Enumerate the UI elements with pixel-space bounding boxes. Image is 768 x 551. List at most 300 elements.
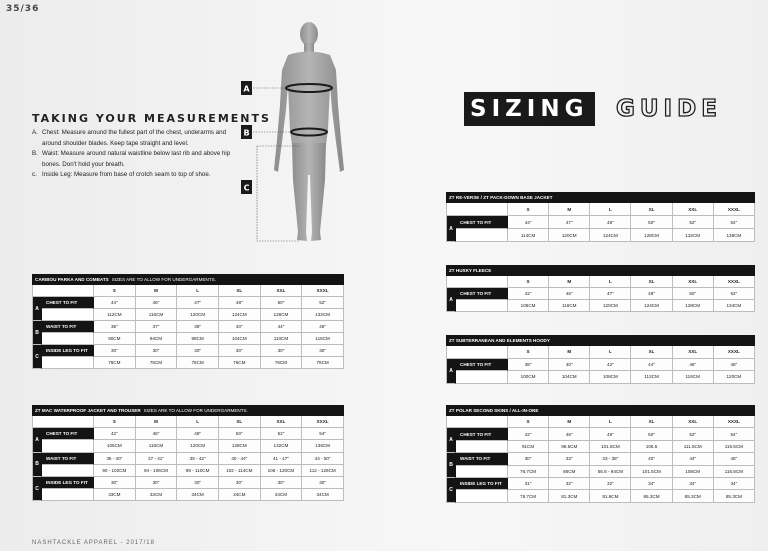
size-header-cell: S — [94, 416, 136, 428]
value-inches: 42" — [94, 428, 136, 440]
row-inches — [456, 216, 755, 229]
size-header-row — [446, 276, 755, 288]
measurement-row — [446, 359, 755, 384]
row-cm — [42, 489, 344, 501]
size-header-cell: S — [94, 285, 136, 297]
value-inches: 37" — [136, 321, 178, 333]
row-inches — [42, 477, 344, 489]
value-cm: 108CM — [673, 466, 714, 478]
row-values — [456, 478, 755, 503]
table-title — [446, 265, 755, 276]
value-inches: 33 - 38" — [590, 453, 631, 465]
size-header-blank — [446, 416, 508, 428]
row-inches — [456, 478, 755, 490]
row-values — [456, 428, 755, 453]
row-measure-name: INSIDE LEG TO FIT — [42, 477, 94, 489]
row-inches — [42, 297, 344, 309]
row-blank — [42, 309, 94, 321]
value-cm: 108CM — [590, 371, 631, 384]
row-cm — [456, 371, 755, 384]
value-cm: 112CM — [631, 371, 672, 384]
size-header-row — [32, 285, 344, 297]
table-note: SIZES ARE TO ALLOW FOR UNDERGARMENTS. — [143, 408, 248, 413]
value-inches: 42" — [590, 359, 631, 372]
measurement-row — [32, 453, 344, 477]
value-cm: 132CM — [261, 440, 303, 452]
size-header-blank — [32, 416, 94, 428]
size-header-cell: S — [508, 346, 549, 359]
value-cm: 116CM — [302, 333, 344, 345]
row-letter: B — [32, 321, 42, 345]
size-header-blank — [446, 203, 508, 216]
value-cm: 76CM — [94, 357, 136, 369]
row-measure-name: INSIDE LEG TO FIT — [42, 345, 94, 357]
size-header-cell: XXXL — [302, 285, 344, 297]
size-header-blank — [446, 276, 508, 288]
value-inches: 30" — [302, 477, 344, 489]
row-values — [456, 453, 755, 478]
value-inches: 44" — [673, 453, 714, 465]
table-reverse — [446, 192, 755, 242]
value-cm: 85.3CM — [673, 490, 714, 502]
measurements-list — [32, 128, 244, 181]
value-inches: 52" — [673, 216, 714, 229]
value-inches: 30" — [177, 477, 219, 489]
value-inches: 38" — [177, 321, 219, 333]
size-header-cell: S — [508, 276, 549, 288]
size-header-cell: XXL — [673, 203, 714, 216]
value-inches: 46" — [673, 359, 714, 372]
row-blank — [42, 333, 94, 345]
value-cm: 76CM — [302, 357, 344, 369]
row-values — [42, 428, 344, 452]
value-cm: 55.8 - 94CM — [590, 466, 631, 478]
table-caribou — [32, 274, 344, 369]
size-header-row — [32, 416, 344, 428]
value-cm: 112 - 128CM — [302, 465, 344, 477]
row-blank — [456, 441, 508, 453]
value-cm: 128CM — [673, 300, 714, 312]
row-values — [456, 216, 755, 242]
value-cm: 76.7CM — [508, 466, 549, 478]
row-letter: A — [446, 288, 456, 312]
value-inches: 30" — [261, 345, 303, 357]
value-inches: 46" — [136, 297, 178, 309]
value-cm: 90 - 102CM — [94, 465, 136, 477]
size-header-cell: XXXL — [714, 203, 755, 216]
row-letter: C — [32, 477, 42, 501]
value-inches: 38" — [508, 359, 549, 372]
size-header-cell: XL — [631, 346, 672, 359]
measurement-row — [32, 321, 344, 345]
value-inches: 52" — [261, 428, 303, 440]
measurement-row — [446, 478, 755, 503]
size-header-row — [446, 416, 755, 428]
size-header-cell: XXXL — [302, 416, 344, 428]
row-values — [456, 359, 755, 384]
value-cm: 81.8CM — [590, 490, 631, 502]
value-inches: 47" — [590, 288, 631, 300]
row-measure-name: CHEST TO FIT — [456, 359, 508, 372]
value-inches: 54" — [714, 216, 755, 229]
row-letter: A — [32, 428, 42, 452]
value-cm: 101.5CM — [590, 441, 631, 453]
value-cm: 81.3CM — [549, 490, 590, 502]
value-inches: 30" — [94, 345, 136, 357]
table-husky — [446, 265, 755, 312]
value-inches: 50" — [631, 428, 672, 440]
row-blank — [456, 300, 508, 312]
size-header-row — [446, 203, 755, 216]
row-letter: A — [446, 216, 456, 242]
row-inches — [456, 428, 755, 440]
row-inches — [42, 453, 344, 465]
row-inches — [456, 453, 755, 465]
size-header-cell: M — [136, 416, 178, 428]
row-letter: A — [32, 297, 42, 321]
value-cm: 90CM — [94, 333, 136, 345]
value-cm: 111.5CM — [673, 441, 714, 453]
measurement-leg — [32, 170, 244, 181]
size-header-cell: L — [590, 416, 631, 428]
figure-label-a: A — [243, 84, 250, 94]
row-cm — [42, 465, 344, 477]
measurement-row — [446, 428, 755, 453]
value-cm: 136CM — [302, 440, 344, 452]
value-inches: 46" — [302, 321, 344, 333]
table-title-text: ZT HUSKY FLEECE — [449, 268, 492, 273]
measurement-row — [32, 477, 344, 501]
value-inches: 48" — [590, 216, 631, 229]
row-values — [42, 297, 344, 321]
size-header-cell: M — [549, 346, 590, 359]
value-cm: 132CM — [673, 229, 714, 242]
size-header-cell: XXXL — [714, 276, 755, 288]
size-header-blank — [446, 346, 508, 359]
value-cm: 106.5 — [631, 441, 672, 453]
value-cm: 101.5CM — [631, 466, 672, 478]
value-cm: 116CM — [136, 309, 178, 321]
value-cm: 116CM — [549, 300, 590, 312]
measurement-row — [446, 453, 755, 478]
body-silhouette — [274, 22, 344, 241]
value-cm: 116.5CM — [714, 441, 755, 453]
row-values — [456, 288, 755, 312]
table-title — [446, 405, 755, 416]
measurement-text: Inside Leg: Measure from base of crotch seam to top of shoe. — [42, 171, 211, 178]
value-inches: 40" — [631, 453, 672, 465]
value-cm: 86CM — [549, 466, 590, 478]
table-title — [32, 405, 344, 416]
value-inches: 50" — [261, 297, 303, 309]
footer-text: NASHTACKLE APPAREL - 2017/18 — [32, 540, 155, 546]
measurement-letter: A. — [32, 129, 38, 136]
row-values — [42, 477, 344, 501]
row-measure-name: INSIDE LEG TO FIT — [456, 478, 508, 490]
row-letter: C — [32, 345, 42, 369]
value-inches: 41 - 47" — [261, 453, 303, 465]
row-cm — [456, 441, 755, 453]
value-inches: 40 - 44" — [219, 453, 261, 465]
row-values — [42, 345, 344, 369]
value-inches: 46" — [136, 428, 178, 440]
row-cm — [456, 466, 755, 478]
value-cm: 110CM — [261, 333, 303, 345]
sizing-heading: SIZING — [464, 92, 595, 126]
value-inches: 38 - 42" — [177, 453, 219, 465]
value-inches: 34" — [631, 478, 672, 490]
row-inches — [42, 321, 344, 333]
measurement-row — [32, 345, 344, 369]
row-values — [42, 453, 344, 477]
row-cm — [42, 309, 344, 321]
value-inches: 48" — [177, 428, 219, 440]
measurement-text: Chest: Measure around the fullest part of the chest, underarms and around shoulder blades. Keep tape straight and level. — [42, 129, 227, 147]
value-inches: 52" — [673, 428, 714, 440]
row-blank — [456, 490, 508, 502]
row-values — [42, 321, 344, 345]
measurement-waist — [32, 149, 244, 170]
size-header-cell: XL — [219, 416, 261, 428]
value-inches: 48" — [590, 428, 631, 440]
value-inches: 30" — [136, 477, 178, 489]
value-cm: 78.7CM — [508, 490, 549, 502]
value-cm: 112CM — [94, 309, 136, 321]
value-inches: 34" — [714, 478, 755, 490]
value-cm: 132CM — [302, 309, 344, 321]
value-cm: 114CM — [508, 229, 549, 242]
value-inches: 30" — [261, 477, 303, 489]
row-blank — [42, 357, 94, 369]
value-cm: 106 - 120CM — [261, 465, 303, 477]
measurement-chest — [32, 128, 244, 149]
row-measure-name: WAIST TO FIT — [42, 321, 94, 333]
size-header-cell: L — [177, 416, 219, 428]
body-figure — [243, 10, 368, 252]
measurement-row — [446, 288, 755, 312]
row-cm — [456, 300, 755, 312]
value-inches: 52" — [302, 297, 344, 309]
value-inches: 44" — [261, 321, 303, 333]
size-header-cell: L — [590, 346, 631, 359]
size-header-cell: S — [508, 416, 549, 428]
row-measure-name: WAIST TO FIT — [42, 453, 94, 465]
row-cm — [456, 229, 755, 242]
row-measure-name: CHEST TO FIT — [456, 288, 508, 300]
table-title-text: ZT MAC WATERPROOF JACKET AND TROUSER — [35, 408, 141, 413]
value-cm: 106CM — [94, 440, 136, 452]
value-cm: 120CM — [590, 300, 631, 312]
value-inches: 33" — [549, 453, 590, 465]
page-number: 35/36 — [6, 4, 40, 14]
value-cm: 116.8CM — [714, 466, 755, 478]
value-cm: 34CM — [302, 489, 344, 501]
size-header-cell: XXL — [261, 285, 303, 297]
measurements-title: TAKING YOUR MEASUREMENTS — [32, 112, 271, 125]
value-inches: 54" — [714, 428, 755, 440]
row-blank — [42, 440, 94, 452]
value-inches: 31" — [508, 478, 549, 490]
value-inches: 46" — [549, 288, 590, 300]
value-inches: 37 - 41" — [136, 453, 178, 465]
measurement-row — [446, 216, 755, 242]
value-cm: 34CM — [261, 489, 303, 501]
table-title-text: CARIBOU PARKA AND COMBATS — [35, 277, 109, 282]
value-inches: 30" — [136, 345, 178, 357]
table-mac — [32, 405, 344, 501]
value-cm: 76CM — [136, 357, 178, 369]
row-measure-name: CHEST TO FIT — [42, 428, 94, 440]
value-cm: 33CM — [94, 489, 136, 501]
value-cm: 116CM — [673, 371, 714, 384]
value-inches: 47" — [549, 216, 590, 229]
value-cm: 76CM — [219, 357, 261, 369]
table-polar — [446, 405, 755, 503]
size-header-cell: L — [177, 285, 219, 297]
value-inches: 35" — [94, 321, 136, 333]
value-cm: 128CM — [631, 229, 672, 242]
row-measure-name: WAIST TO FIT — [456, 453, 508, 465]
size-header-row — [446, 346, 755, 359]
row-letter: C — [446, 478, 456, 503]
value-cm: 100CM — [508, 371, 549, 384]
measurement-row — [32, 297, 344, 321]
value-inches: 40" — [219, 321, 261, 333]
value-cm: 85.3CM — [631, 490, 672, 502]
size-header-cell: M — [549, 203, 590, 216]
value-inches: 30" — [302, 345, 344, 357]
size-header-cell: XXL — [673, 416, 714, 428]
row-cm — [456, 490, 755, 502]
row-inches — [42, 345, 344, 357]
row-inches — [456, 288, 755, 300]
value-cm: 104CM — [549, 371, 590, 384]
figure-label-b: B — [243, 128, 250, 138]
value-inches: 52" — [714, 288, 755, 300]
value-cm: 120CM — [714, 371, 755, 384]
row-blank — [456, 466, 508, 478]
measurement-letter: B. — [32, 150, 38, 157]
size-header-cell: M — [136, 285, 178, 297]
row-letter: B — [446, 453, 456, 478]
value-cm: 94CM — [136, 333, 178, 345]
value-inches: 30" — [94, 477, 136, 489]
value-cm: 76CM — [177, 357, 219, 369]
value-inches: 48" — [714, 359, 755, 372]
size-header-cell: S — [508, 203, 549, 216]
value-cm: 85.3CM — [714, 490, 755, 502]
value-inches: 44" — [94, 297, 136, 309]
row-measure-name: CHEST TO FIT — [42, 297, 94, 309]
row-letter: A — [446, 428, 456, 453]
size-header-cell: XXL — [261, 416, 303, 428]
table-title — [446, 192, 755, 203]
row-letter: B — [32, 453, 42, 477]
size-header-cell: XL — [631, 203, 672, 216]
size-header-cell: XXXL — [714, 416, 755, 428]
value-cm: 98 - 110CM — [177, 465, 219, 477]
value-inches: 44" — [508, 216, 549, 229]
row-blank — [42, 489, 94, 501]
size-header-cell: XXXL — [714, 346, 755, 359]
row-letter: A — [446, 359, 456, 384]
size-header-cell: M — [549, 416, 590, 428]
value-cm: 134CM — [714, 300, 755, 312]
value-inches: 30" — [219, 477, 261, 489]
value-cm: 34CM — [177, 489, 219, 501]
value-inches: 30" — [177, 345, 219, 357]
value-inches: 50" — [631, 216, 672, 229]
value-cm: 94 - 106CM — [136, 465, 178, 477]
value-inches: 30" — [219, 345, 261, 357]
value-inches: 44" — [631, 359, 672, 372]
size-header-cell: XL — [631, 416, 672, 428]
value-cm: 138CM — [714, 229, 755, 242]
row-blank — [456, 229, 508, 242]
value-cm: 106CM — [508, 300, 549, 312]
measurement-row — [32, 428, 344, 452]
value-inches: 32" — [549, 478, 590, 490]
size-header-cell: XL — [631, 276, 672, 288]
measurement-text: Waist: Measure around natural waistline below last rib and above hip bones. Don't hold your breath. — [42, 150, 231, 168]
value-inches: 32" — [590, 478, 631, 490]
value-cm: 116CM — [136, 440, 178, 452]
row-cm — [42, 440, 344, 452]
value-inches: 54" — [302, 428, 344, 440]
value-cm: 128CM — [219, 440, 261, 452]
table-title — [446, 335, 755, 346]
value-cm: 120CM — [549, 229, 590, 242]
size-header-cell: XXL — [673, 346, 714, 359]
table-note: SIZES ARE TO ALLOW FOR UNDERGARMENTS. — [111, 277, 216, 282]
value-cm: 128CM — [261, 309, 303, 321]
value-cm: 76CM — [261, 357, 303, 369]
value-cm: 120CM — [177, 440, 219, 452]
table-subterranean — [446, 335, 755, 384]
value-inches: 47" — [177, 297, 219, 309]
size-header-cell: L — [590, 203, 631, 216]
table-title-text: ZT RE-VERSE / ZT PACK-DOWN BASE JACKET — [449, 195, 553, 200]
size-header-cell: M — [549, 276, 590, 288]
row-measure-name: CHEST TO FIT — [456, 428, 508, 440]
value-inches: 44 - 50" — [302, 453, 344, 465]
guide-heading: GUIDE — [616, 96, 722, 122]
measurement-letter: c. — [32, 171, 37, 178]
value-inches: 50" — [673, 288, 714, 300]
value-inches: 30" — [508, 453, 549, 465]
value-inches: 48" — [219, 297, 261, 309]
row-blank — [42, 465, 94, 477]
row-measure-name: CHEST TO FIT — [456, 216, 508, 229]
value-cm: 104CM — [219, 333, 261, 345]
value-cm: 91CM — [508, 441, 549, 453]
row-inches — [456, 359, 755, 372]
value-cm: 102 - 114CM — [219, 465, 261, 477]
table-title — [32, 274, 344, 285]
value-inches: 40" — [549, 359, 590, 372]
value-inches: 48" — [631, 288, 672, 300]
value-cm: 124CM — [219, 309, 261, 321]
row-cm — [42, 333, 344, 345]
value-inches: 48" — [714, 453, 755, 465]
table-title-text: ZT POLAR SECOND SKINS / ALL-IN-ONE — [449, 408, 539, 413]
row-inches — [42, 428, 344, 440]
value-inches: 35 - 40" — [94, 453, 136, 465]
value-inches: 34" — [673, 478, 714, 490]
value-inches: 42" — [508, 288, 549, 300]
size-header-cell: XL — [219, 285, 261, 297]
value-cm: 124CM — [631, 300, 672, 312]
